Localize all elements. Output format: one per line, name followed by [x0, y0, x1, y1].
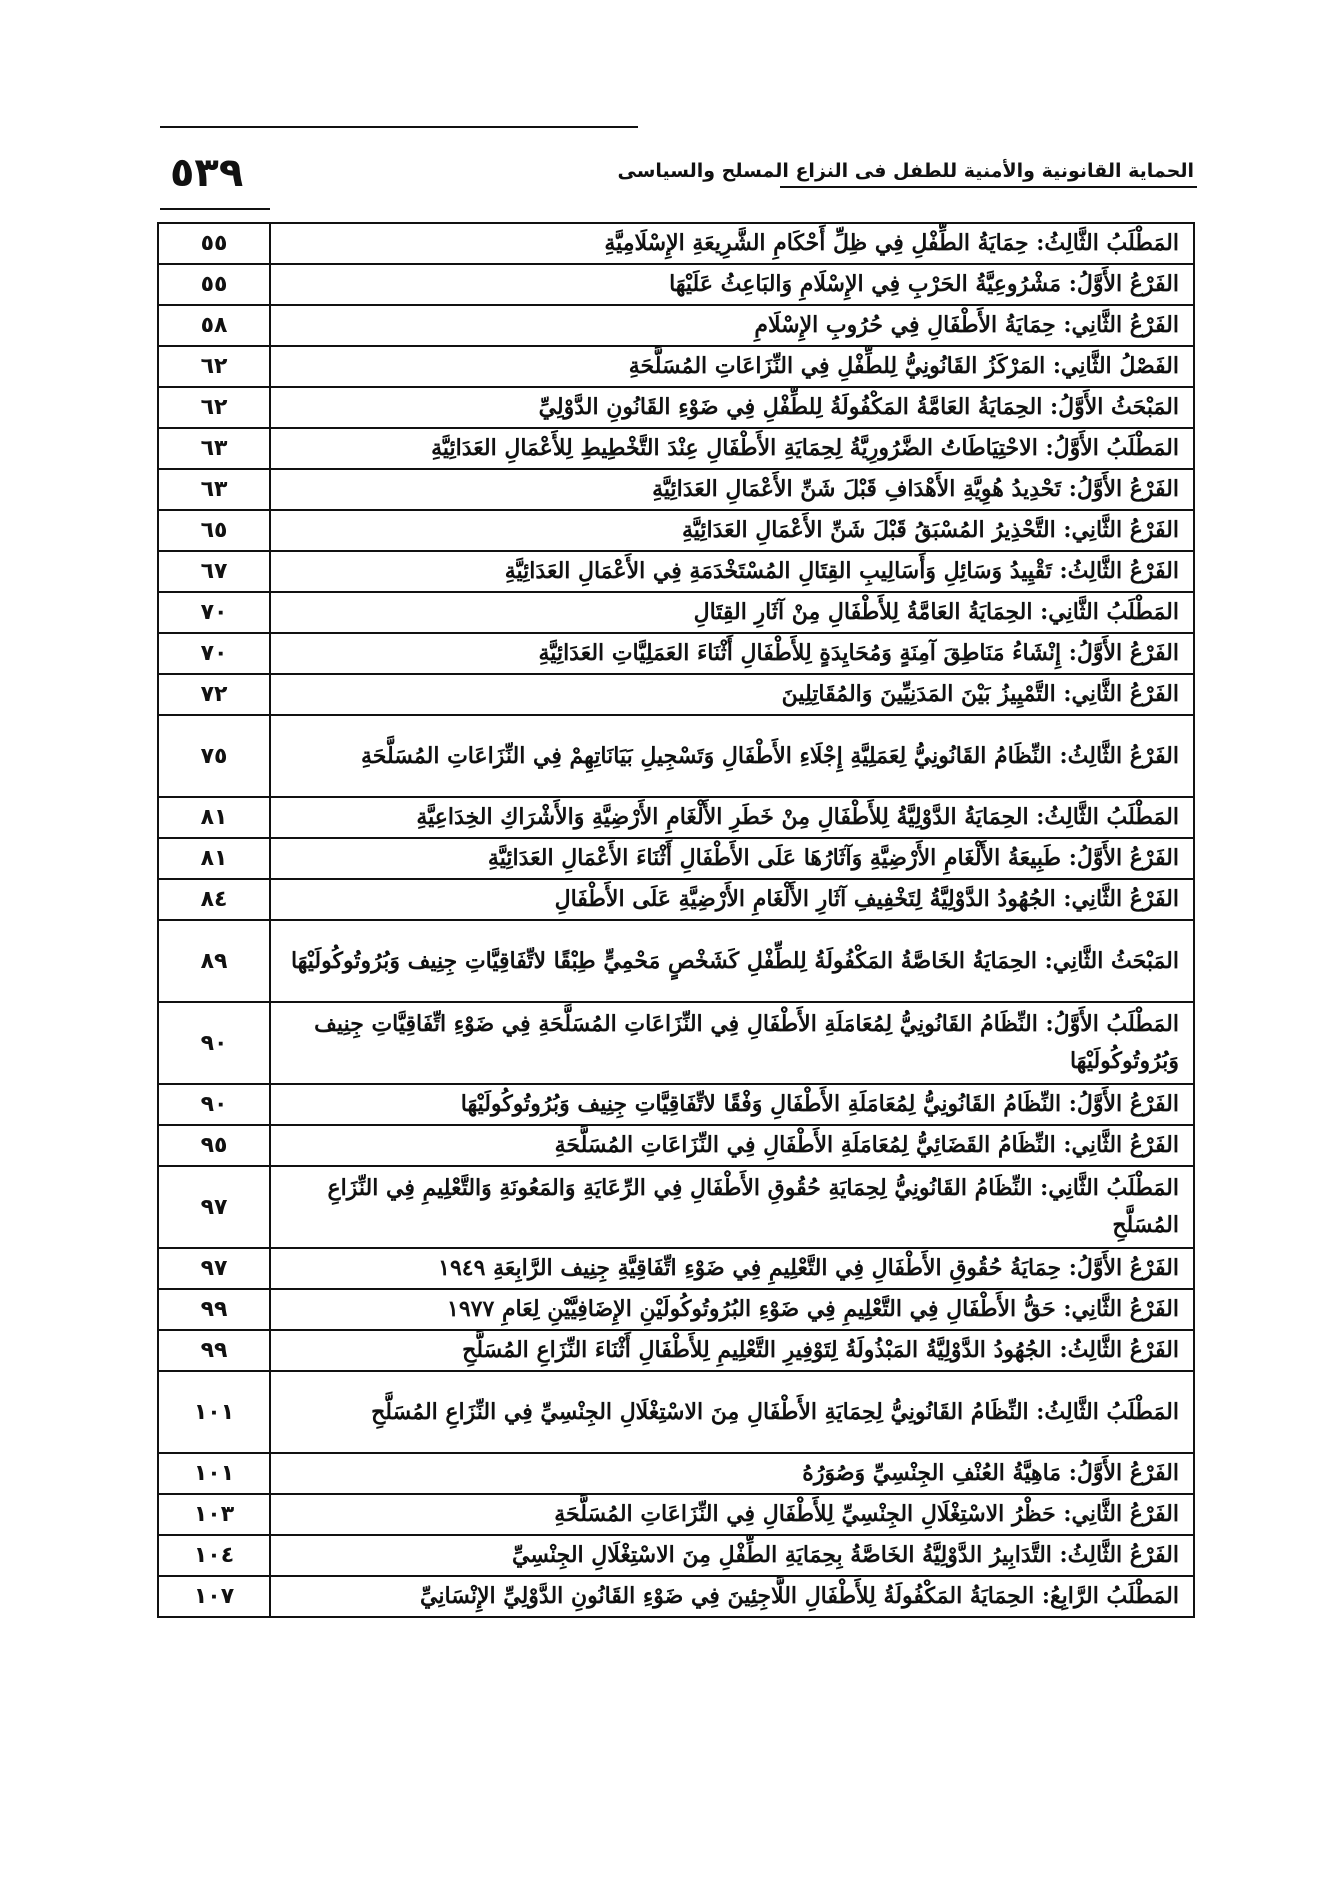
toc-entry-page: ٩٩	[158, 1330, 270, 1371]
toc-row	[158, 838, 1194, 879]
toc-entry-page: ٧٠	[158, 633, 270, 674]
toc-entry-page: ٦٣	[158, 428, 270, 469]
toc-entry-page: ٨٩	[158, 920, 270, 1002]
toc-entry-title: المَطْلَبُ الثَّالِثُ: النِّظَامُ القَانُونِيُّ لِحِمَايَةِ الأَطْفَالِ مِنَ الاسْتِغْلَالِ الجِنْسِيِّ فِي النِّزَاعِ المُسَلَّحِ	[270, 1371, 1194, 1453]
toc-row	[158, 920, 1194, 1002]
running-title-underline	[780, 186, 1197, 188]
toc-entry-title: المَطْلَبُ الثَّالِثُ: الحِمَايَةُ الدَّوْلِيَّةُ لِلأَطْفَالِ مِنْ خَطَرِ الأَلْغَامِ الأَرْضِيَّةِ وَالأَشْرَاكِ الخِدَاعِيَّةِ	[270, 797, 1194, 838]
toc-row	[158, 1371, 1194, 1453]
toc-entry-page: ٩٠	[158, 1084, 270, 1125]
toc-entry-title: الفَرْعُ الأَوَّلُ: مَشْرُوعِيَّةُ الحَرْبِ فِي الإِسْلَامِ وَالبَاعِثُ عَلَيْهَا	[270, 264, 1194, 305]
toc-entry-page: ٩٠	[158, 1002, 270, 1084]
toc-entry-page: ٥٥	[158, 264, 270, 305]
toc-row	[158, 428, 1194, 469]
toc-entry-page: ٦٣	[158, 469, 270, 510]
toc-entry-page: ٧٢	[158, 674, 270, 715]
toc-entry-page: ٦٥	[158, 510, 270, 551]
running-title: الحماية القانونية والأمنية للطفل فى النزاع المسلح والسياسى	[617, 160, 1194, 182]
page-number: ٥٣٩	[170, 150, 244, 196]
page-number-underline	[160, 208, 270, 210]
toc-row	[158, 592, 1194, 633]
toc-row	[158, 346, 1194, 387]
toc-entry-page: ٩٩	[158, 1289, 270, 1330]
toc-entry-page: ١٠٣	[158, 1494, 270, 1535]
toc-entry-page: ١٠١	[158, 1371, 270, 1453]
toc-entry-title: الفَرْعُ الثَّالِثُ: النِّظَامُ القَانُونِيُّ لِعَمَلِيَّةِ إِجْلَاءِ الأَطْفَالِ وَتَسْجِيلِ بَيَانَاتِهِمْ فِي النِّزَاعَاتِ المُسَلَّحَةِ	[270, 715, 1194, 797]
top-divider	[160, 126, 638, 128]
toc-entry-page: ١٠٧	[158, 1576, 270, 1617]
toc-row	[158, 1289, 1194, 1330]
toc-entry-page: ١٠١	[158, 1453, 270, 1494]
toc-entry-title: المَبْحَثُ الأَوَّلُ: الحِمَايَةُ العَامَّةُ المَكْفُولَةُ لِلطِّفْلِ فِي ضَوْءِ القَانُونِ الدَّوْلِيِّ	[270, 387, 1194, 428]
toc-entry-page: ٨٤	[158, 879, 270, 920]
toc-entry-page: ٥٨	[158, 305, 270, 346]
toc-entry-title: الفَرْعُ الثَّانِي: حِمَايَةُ الأَطْفَالِ فِي حُرُوبِ الإِسْلَامِ	[270, 305, 1194, 346]
toc-entry-page: ٦٢	[158, 346, 270, 387]
toc-row	[158, 1494, 1194, 1535]
toc-row	[158, 1248, 1194, 1289]
toc-row	[158, 551, 1194, 592]
toc-entry-title: الفَرْعُ الأَوَّلُ: حِمَايَةُ حُقُوقِ الأَطْفَالِ فِي التَّعْلِيمِ فِي ضَوْءِ اتِّفَاقِيَّةِ جِنِيف الرَّابِعَةِ ١٩٤٩	[270, 1248, 1194, 1289]
toc-row	[158, 1576, 1194, 1617]
toc-row	[158, 264, 1194, 305]
toc-row	[158, 469, 1194, 510]
toc-row	[158, 879, 1194, 920]
toc-entry-page: ٧٥	[158, 715, 270, 797]
toc-row	[158, 633, 1194, 674]
toc-entry-page: ٧٠	[158, 592, 270, 633]
toc-row	[158, 674, 1194, 715]
toc-entry-title: الفَرْعُ الثَّالِثُ: التَّدَابِيرُ الدَّوْلِيَّةُ الخَاصَّةُ بِحِمَايَةِ الطِّفْلِ مِنَ الاسْتِغْلَالِ الجِنْسِيِّ	[270, 1535, 1194, 1576]
toc-entry-title: الفَرْعُ الثَّانِي: التَّحْذِيرُ المُسْبَقُ قَبْلَ شَنِّ الأَعْمَالِ العَدَائِيَّةِ	[270, 510, 1194, 551]
toc-entry-title: المَطْلَبُ الثَّانِي: النِّظَامُ القَانُونِيُّ لِحِمَايَةِ حُقُوقِ الأَطْفَالِ فِي الرِّعَايَةِ وَالمَعُونَةِ وَالتَّعْلِيمِ فِي النِّزَاعِ المُسَلَّحِ	[270, 1166, 1194, 1248]
toc-row	[158, 1453, 1194, 1494]
toc-entry-title: الفَرْعُ الثَّانِي: الجُهُودُ الدَّوْلِيَّةُ لِتَخْفِيفِ آثَارِ الأَلْغَامِ الأَرْضِيَّةِ عَلَى الأَطْفَالِ	[270, 879, 1194, 920]
toc-entry-page: ٦٢	[158, 387, 270, 428]
toc-row	[158, 305, 1194, 346]
toc-entry-page: ٩٧	[158, 1166, 270, 1248]
toc-entry-title: المَطْلَبُ الأَوَّلُ: النِّظَامُ القَانُونِيُّ لِمُعَامَلَةِ الأَطْفَالِ فِي النِّزَاعَاتِ المُسَلَّحَةِ فِي ضَوْءِ اتِّفَاقِيَّاتِ جِنِيف وَبُرُوتُوكُولَيْهَا	[270, 1002, 1194, 1084]
toc-row	[158, 1535, 1194, 1576]
toc-entry-title: المَطْلَبُ الثَّانِي: الحِمَايَةُ العَامَّةُ لِلأَطْفَالِ مِنْ آثَارِ القِتَالِ	[270, 592, 1194, 633]
toc-entry-title: الفَرْعُ الأَوَّلُ: مَاهِيَّةُ العُنْفِ الجِنْسِيِّ وَصُوَرُهُ	[270, 1453, 1194, 1494]
toc-entry-title: الفَرْعُ الثَّالِثُ: الجُهُودُ الدَّوْلِيَّةُ المَبْذُولَةُ لِتَوْفِيرِ التَّعْلِيمِ لِلأَطْفَالِ أَثْنَاءَ النِّزَاعِ المُسَلَّحِ	[270, 1330, 1194, 1371]
toc-entry-page: ٨١	[158, 838, 270, 879]
toc-entry-title: الفَرْعُ الأَوَّلُ: طَبِيعَةُ الأَلْغَامِ الأَرْضِيَّةِ وَآثَارُهَا عَلَى الأَطْفَالِ أَثْنَاءَ الأَعْمَالِ العَدَائِيَّةِ	[270, 838, 1194, 879]
toc-row	[158, 1125, 1194, 1166]
toc-row	[158, 1002, 1194, 1084]
toc-row	[158, 715, 1194, 797]
toc-body	[158, 223, 1194, 1617]
toc-entry-page: ٩٧	[158, 1248, 270, 1289]
toc-entry-title: الفَرْعُ الثَّانِي: حَظْرُ الاسْتِغْلَالِ الجِنْسِيِّ لِلأَطْفَالِ فِي النِّزَاعَاتِ المُسَلَّحَةِ	[270, 1494, 1194, 1535]
toc-entry-title: الفَرْعُ الأَوَّلُ: إِنْشَاءُ مَنَاطِقَ آمِنَةٍ وَمُحَايِدَةٍ لِلأَطْفَالِ أَثْنَاءَ العَمَلِيَّاتِ العَدَائِيَّةِ	[270, 633, 1194, 674]
toc-entry-page: ١٠٤	[158, 1535, 270, 1576]
toc-row	[158, 223, 1194, 264]
toc-entry-title: الفَصْلُ الثَّانِي: المَرْكَزُ القَانُونِيُّ لِلطِّفْلِ فِي النِّزَاعَاتِ المُسَلَّحَةِ	[270, 346, 1194, 387]
toc-entry-page: ٥٥	[158, 223, 270, 264]
toc-entry-title: الفَرْعُ الثَّانِي: التَّمْيِيزُ بَيْنَ المَدَنِيِّينَ وَالمُقَاتِلِينَ	[270, 674, 1194, 715]
toc-entry-title: الفَرْعُ الأَوَّلُ: النِّظَامُ القَانُونِيُّ لِمُعَامَلَةِ الأَطْفَالِ وَفْقًا لاتِّفَاقِيَّاتِ جِنِيف وَبُرُوتُوكُولَيْهَا	[270, 1084, 1194, 1125]
toc-entry-title: المَطْلَبُ الرَّابِعُ: الحِمَايَةُ المَكْفُولَةُ لِلأَطْفَالِ اللَّاجِئِينَ فِي ضَوْءِ القَانُونِ الدَّوْلِيِّ الإِنْسَانِيِّ	[270, 1576, 1194, 1617]
toc-entry-page: ٨١	[158, 797, 270, 838]
toc-entry-page: ٩٥	[158, 1125, 270, 1166]
table-of-contents	[157, 222, 1195, 1618]
toc-entry-title: المَبْحَثُ الثَّانِي: الحِمَايَةُ الخَاصَّةُ المَكْفُولَةُ لِلطِّفْلِ كَشَخْصٍ مَحْمِيٍّ طِبْقًا لاتِّفَاقِيَّاتِ جِنِيف وَبُرُوتُوكُولَيْهَا	[270, 920, 1194, 1002]
toc-row	[158, 1166, 1194, 1248]
toc-entry-title: الفَرْعُ الثَّانِي: حَقُّ الأَطْفَالِ فِي التَّعْلِيمِ فِي ضَوْءِ البُرُوتُوكُولَيْنِ الإِضَافِيَّيْنِ لِعَامِ ١٩٧٧	[270, 1289, 1194, 1330]
toc-row	[158, 1084, 1194, 1125]
toc-entry-title: المَطْلَبُ الثَّالِثُ: حِمَايَةُ الطِّفْلِ فِي ظِلِّ أَحْكَامِ الشَّرِيعَةِ الإِسْلَامِيَّةِ	[270, 223, 1194, 264]
toc-entry-page: ٦٧	[158, 551, 270, 592]
toc-entry-title: الفَرْعُ الأَوَّلُ: تَحْدِيدُ هُوِيَّةِ الأَهْدَافِ قَبْلَ شَنِّ الأَعْمَالِ العَدَائِيَّةِ	[270, 469, 1194, 510]
toc-row	[158, 797, 1194, 838]
toc-row	[158, 510, 1194, 551]
toc-entry-title: الفَرْعُ الثَّانِي: النِّظَامُ القَضَائِيُّ لِمُعَامَلَةِ الأَطْفَالِ فِي النِّزَاعَاتِ المُسَلَّحَةِ	[270, 1125, 1194, 1166]
toc-entry-title: الفَرْعُ الثَّالِثُ: تَقْيِيدُ وَسَائِلِ وَأَسَالِيبِ القِتَالِ المُسْتَخْدَمَةِ فِي الأَعْمَالِ العَدَائِيَّةِ	[270, 551, 1194, 592]
toc-row	[158, 387, 1194, 428]
toc-row	[158, 1330, 1194, 1371]
toc-entry-title: المَطْلَبُ الأَوَّلُ: الاحْتِيَاطَاتُ الضَّرُورِيَّةُ لِحِمَايَةِ الأَطْفَالِ عِنْدَ التَّخْطِيطِ لِلأَعْمَالِ العَدَائِيَّةِ	[270, 428, 1194, 469]
